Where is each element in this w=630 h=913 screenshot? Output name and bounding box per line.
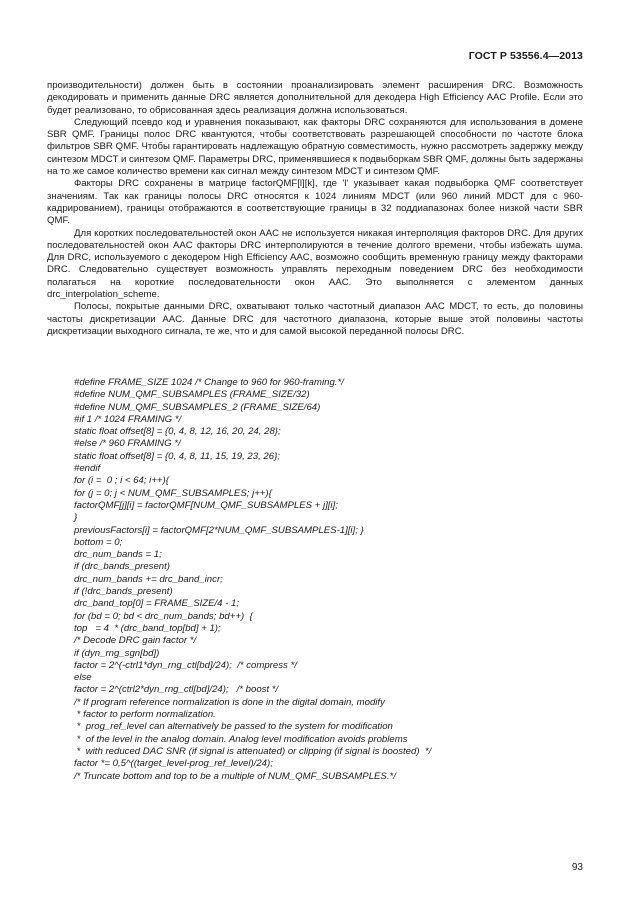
code-line: /* Decode DRC gain factor */ [74, 635, 197, 647]
code-line: top = 4 * (drc_band_top[bd] + 1); [74, 622, 221, 634]
code-line: factor = 2^(ctrl2*dyn_rng_ctl[bd]/24); /* boost */ [74, 684, 279, 696]
code-line: #define NUM_QMF_SUBSAMPLES (FRAME_SIZE/32) [74, 389, 310, 401]
paragraph: Следующий псевдо код и уравнения показывают, как факторы DRC сохраняются для использования в домене SBR QMF. Границы полос DRC квантуются, чтобы соответствовать разрешающей способности по частоте блока фильтров SBR QMF. Чтобы гарантировать надлежащую обратную совместимость, нужно рассмотреть задержку между синтезом MDCT и синтезом QMF. Параметры DRC, применявшиеся к подвыборкам SBR QMF, должны быть задержаны на то же самое количество времени как сигнал между синтезом MDCT и синтезом QMF. [47, 116, 583, 178]
code-line: drc_num_bands += drc_band_incr; [74, 573, 223, 585]
code-line: if (dyn_rng_sgn[bd]) [74, 647, 160, 659]
code-line: * with reduced DAC SNR (if signal is attenuated) or clipping (if signal is boosted) */ [74, 745, 432, 757]
code-line: for (i = 0 ; i < 64; i++){ [74, 475, 169, 487]
code-line: #define NUM_QMF_SUBSAMPLES_2 (FRAME_SIZE/64) [74, 401, 321, 413]
body-text [47, 80, 583, 338]
code-line: for (bd = 0; bd < drc_num_bands; bd++) { [74, 610, 253, 622]
code-line: else [74, 672, 92, 684]
code-line: for (j = 0; j < NUM_QMF_SUBSAMPLES; j++){ [74, 487, 272, 499]
code-line: previousFactors[i] = factorQMF[2*NUM_QMF_SUBSAMPLES-1][i]; } [74, 524, 364, 536]
code-line: #define FRAME_SIZE 1024 /* Change to 960 for 960-framing.*/ [74, 377, 344, 388]
code-line: if (drc_bands_present) [74, 561, 170, 573]
code-line: /* Truncate bottom and top to be a multiple of NUM_QMF_SUBSAMPLES.*/ [74, 770, 396, 782]
paragraph: Для коротких последовательностей окон AAC не используется никакая интерполяция факторов DRC. Для других последовательностей окон AAC факторы DRC интерполируются в течение долгого времени, чтобы избежать шума. Для DRC, используемого с декодером High Efficiency AAC, возможно сообщить временную границу между факторами DRC. Следовательно существует возможность управлять переходным поведением DRC без необходимости полагаться на короткие последовательности окон AAC. Это выполняется с элементом данных drc_interpolation_scheme. [47, 227, 583, 301]
code-line: #endif [74, 463, 101, 475]
code-line: factor *= 0,5^((target_level-prog_ref_level)/24); [74, 758, 273, 770]
code-line: #if 1 /* 1024 FRAMING */ [74, 413, 182, 425]
code-line: * factor to perform normalization. [74, 709, 216, 721]
code-line: * prog_ref_level can alternatively be passed to the system for modification [74, 721, 393, 733]
code-line: bottom = 0; [74, 536, 123, 548]
code-line: static float offset[8] = {0, 4, 8, 11, 15, 19, 23, 26}; [74, 450, 280, 462]
code-line: * of the level in the analog domain. Analog level modification avoids problems [74, 733, 408, 745]
code-line: /* If program reference normalization is done in the digital domain, modify [74, 696, 385, 708]
code-line: if (!drc_bands_present) [74, 586, 173, 598]
code-line: #else /* 960 FRAMING */ [74, 438, 181, 450]
code-line: factorQMF[j][i] = factorQMF[NUM_QMF_SUBSAMPLES + j][i]; [74, 499, 338, 511]
code-line: factor = 2^(-ctrl1*dyn_rng_ctl[bd]/24); /* compress */ [74, 659, 297, 671]
pseudo-code-block [74, 377, 594, 783]
code-line: static float offset[8] = {0, 4, 8, 12, 16, 20, 24, 28}; [74, 426, 281, 438]
code-line: } [74, 512, 78, 524]
paragraph: Полосы, покрытые данными DRC, охватывают только частотный диапазон AAC MDCT, то есть, до половины частоты дискретизации AAC. Данные DRC для частотного диапазона, которые выше этой половины частоты дискретизации выходного сигнала, те же, что и для самой высокой переданной полосы DRC. [47, 301, 583, 337]
paragraph: Факторы DRC сохранены в матрице factorQMF[l][k], где 'l' указывает какая подвыборка QMF соответствует значениям. Так как границы полосы DRC относятся к 1024 линиям MDCT (или 960 линий MDCT для с 960-кадрированием), границы отображаются в соответствующие границы в 32 поддиапазонах более низкой части SBR QMF. [47, 178, 583, 227]
code-line: drc_num_bands = 1; [74, 549, 162, 561]
code-line: drc_band_top[0] = FRAME_SIZE/4 - 1; [74, 598, 240, 610]
standard-header: ГОСТ Р 53556.4—2013 [468, 50, 583, 62]
paragraph: производительности) должен быть в состоянии проанализировать элемент расширения DRC. Возможность декодировать и применить данные DRC является дополнительной для декодера High Efficiency AAC Profile. Если это будет реализовано, то обрисованная здесь реализация должна использоваться. [47, 80, 583, 116]
page-number: 93 [571, 862, 583, 873]
